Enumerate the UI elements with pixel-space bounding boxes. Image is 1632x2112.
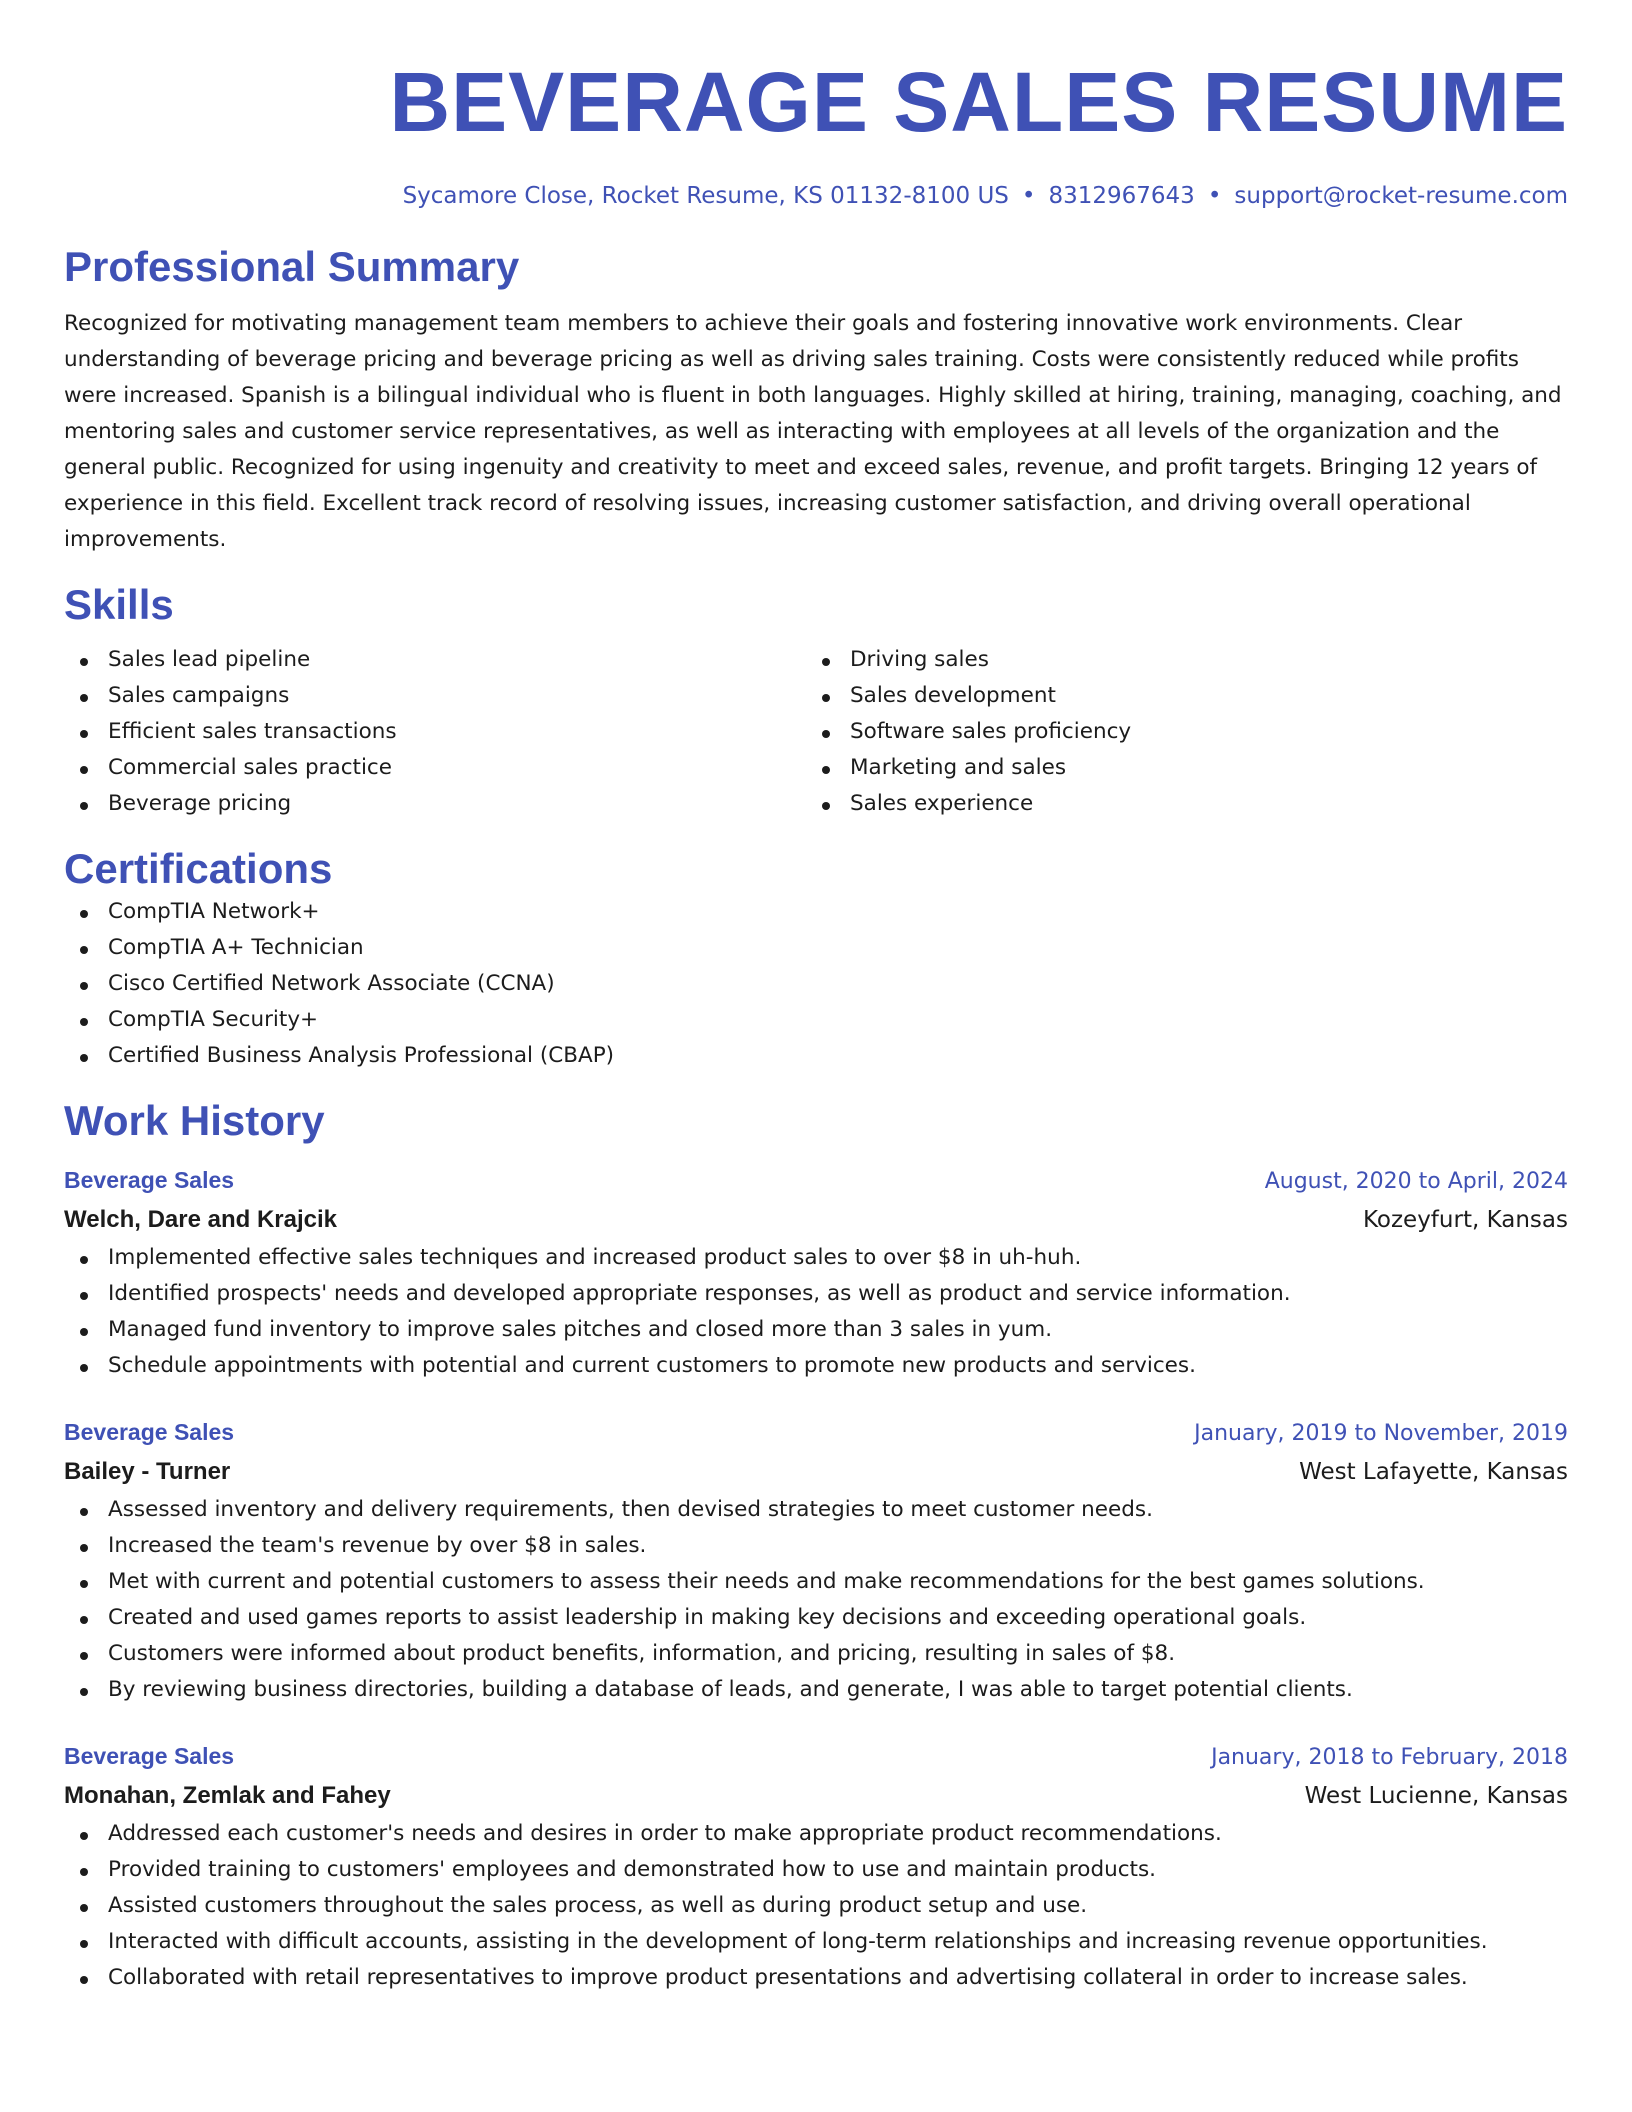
job-company: Welch, Dare and Krajcik (64, 1205, 337, 1233)
resume-title: BEVERAGE SALES RESUME (389, 55, 1568, 149)
contact-separator: • (1021, 183, 1036, 209)
skills-heading: Skills (64, 580, 174, 628)
certification-item: Cisco Certified Network Associate (CCNA) (64, 966, 1568, 1002)
summary-text: Recognized for motivating management team members to achieve their goals and fostering innovative work environments. Clear understanding of beverage pricing and beverage pricing as well as driving sales training. Costs were consistently reduced while profits were increased. Spanish is a bilingual individual who is fluent in both languages. Highly skilled at hiring, training, managing, coaching, and mentoring sales and customer service representatives, as well as interacting with employees at all levels of the organization and the general public. Recognized for using ingenuity and creativity to meet and exceed sales, revenue, and profit targets. Bringing 12 years of experience in this field. Excellent track record of resolving issues, increasing customer satisfaction, and driving overall operational improvements. (64, 311, 1562, 552)
job-entry (64, 1414, 1568, 1708)
summary-heading: Professional Summary (64, 243, 520, 290)
job-duty-item: Managed fund inventory to improve sales pitches and closed more than 3 sales in yum. (64, 1312, 1568, 1348)
job-dates: January, 2019 to November, 2019 (1194, 1420, 1568, 1446)
job-duty-item: Provided training to customers' employees and demonstrated how to use and maintain products. (64, 1852, 1568, 1888)
contact-phone: 8312967643 (1048, 183, 1195, 209)
contact-address: Sycamore Close, Rocket Resume, KS 01132-8100 US (402, 183, 1009, 209)
job-duty-item: Collaborated with retail representatives to improve product presentations and advertising collateral in order to increase sales. (64, 1960, 1568, 1996)
skill-item: Marketing and sales (806, 750, 1548, 786)
job-duty-item: Assisted customers throughout the sales process, as well as during product setup and use. (64, 1888, 1568, 1924)
job-header-row (64, 1738, 1568, 1776)
skill-item: Software sales proficiency (806, 714, 1548, 750)
skill-item: Efficient sales transactions (64, 714, 806, 750)
job-company-row (64, 1200, 1568, 1240)
certification-item: CompTIA A+ Technician (64, 930, 1568, 966)
certifications-list (64, 894, 1568, 1074)
job-company-row (64, 1452, 1568, 1492)
job-dates: August, 2020 to April, 2024 (1264, 1168, 1568, 1194)
job-location: West Lafayette, Kansas (1299, 1458, 1568, 1485)
skill-item: Sales development (806, 678, 1548, 714)
job-duty-item: Assessed inventory and delivery requirements, then devised strategies to meet customer needs. (64, 1492, 1568, 1528)
job-duty-item: Identified prospects' needs and developed appropriate responses, as well as product and service information. (64, 1276, 1568, 1312)
certification-item: CompTIA Security+ (64, 1002, 1568, 1038)
job-duty-item: Implemented effective sales techniques and increased product sales to over $8 in uh-huh. (64, 1240, 1568, 1276)
work-history-heading: Work History (64, 1096, 325, 1144)
skills-grid (64, 642, 1568, 822)
job-location: West Lucienne, Kansas (1304, 1782, 1568, 1809)
job-duties-list (64, 1492, 1568, 1708)
resume-page (64, 0, 1568, 1996)
job-duty-item: Created and used games reports to assist leadership in making key decisions and exceeding operational goals. (64, 1600, 1568, 1636)
skills-list-right (806, 642, 1548, 822)
contact-email[interactable]: support@rocket-resume.com (1234, 183, 1568, 209)
skill-item: Commercial sales practice (64, 750, 806, 786)
job-duty-item: Met with current and potential customers to assess their needs and make recommendations for the best games solutions. (64, 1564, 1568, 1600)
job-duty-item: By reviewing business directories, building a database of leads, and generate, I was able to target potential clients. (64, 1672, 1568, 1708)
job-duty-item: Schedule appointments with potential and current customers to promote new products and services. (64, 1348, 1568, 1384)
job-company-row (64, 1776, 1568, 1816)
skill-item: Sales experience (806, 786, 1548, 822)
job-duty-item: Customers were informed about product benefits, information, and pricing, resulting in sales of $8. (64, 1636, 1568, 1672)
certification-item: Certified Business Analysis Professional (CBAP) (64, 1038, 1568, 1074)
job-duties-list (64, 1816, 1568, 1996)
job-duty-item: Interacted with difficult accounts, assisting in the development of long-term relationships and increasing revenue opportunities. (64, 1924, 1568, 1960)
certifications-heading: Certifications (64, 844, 333, 892)
job-company: Monahan, Zemlak and Fahey (64, 1781, 391, 1809)
job-entry (64, 1738, 1568, 1996)
skill-item: Sales campaigns (64, 678, 806, 714)
skills-list-left (64, 642, 806, 822)
job-header-row (64, 1414, 1568, 1452)
job-duty-item: Increased the team's revenue by over $8 in sales. (64, 1528, 1568, 1564)
job-title: Beverage Sales (64, 1418, 235, 1445)
certification-item: CompTIA Network+ (64, 894, 1568, 930)
job-title: Beverage Sales (64, 1742, 235, 1769)
job-company: Bailey - Turner (64, 1457, 231, 1485)
skill-item: Beverage pricing (64, 786, 806, 822)
job-dates: January, 2018 to February, 2018 (1211, 1744, 1568, 1770)
job-entry (64, 1162, 1568, 1384)
skills-column-left (64, 642, 806, 822)
job-duties-list (64, 1240, 1568, 1384)
job-title: Beverage Sales (64, 1166, 235, 1193)
job-duty-item: Addressed each customer's needs and desires in order to make appropriate product recommendations. (64, 1816, 1568, 1852)
contact-line (64, 180, 1568, 212)
job-location: Kozeyfurt, Kansas (1362, 1206, 1568, 1233)
job-header-row (64, 1162, 1568, 1200)
skill-item: Sales lead pipeline (64, 642, 806, 678)
skill-item: Driving sales (806, 642, 1548, 678)
contact-separator: • (1207, 183, 1222, 209)
skills-column-right (806, 642, 1548, 822)
